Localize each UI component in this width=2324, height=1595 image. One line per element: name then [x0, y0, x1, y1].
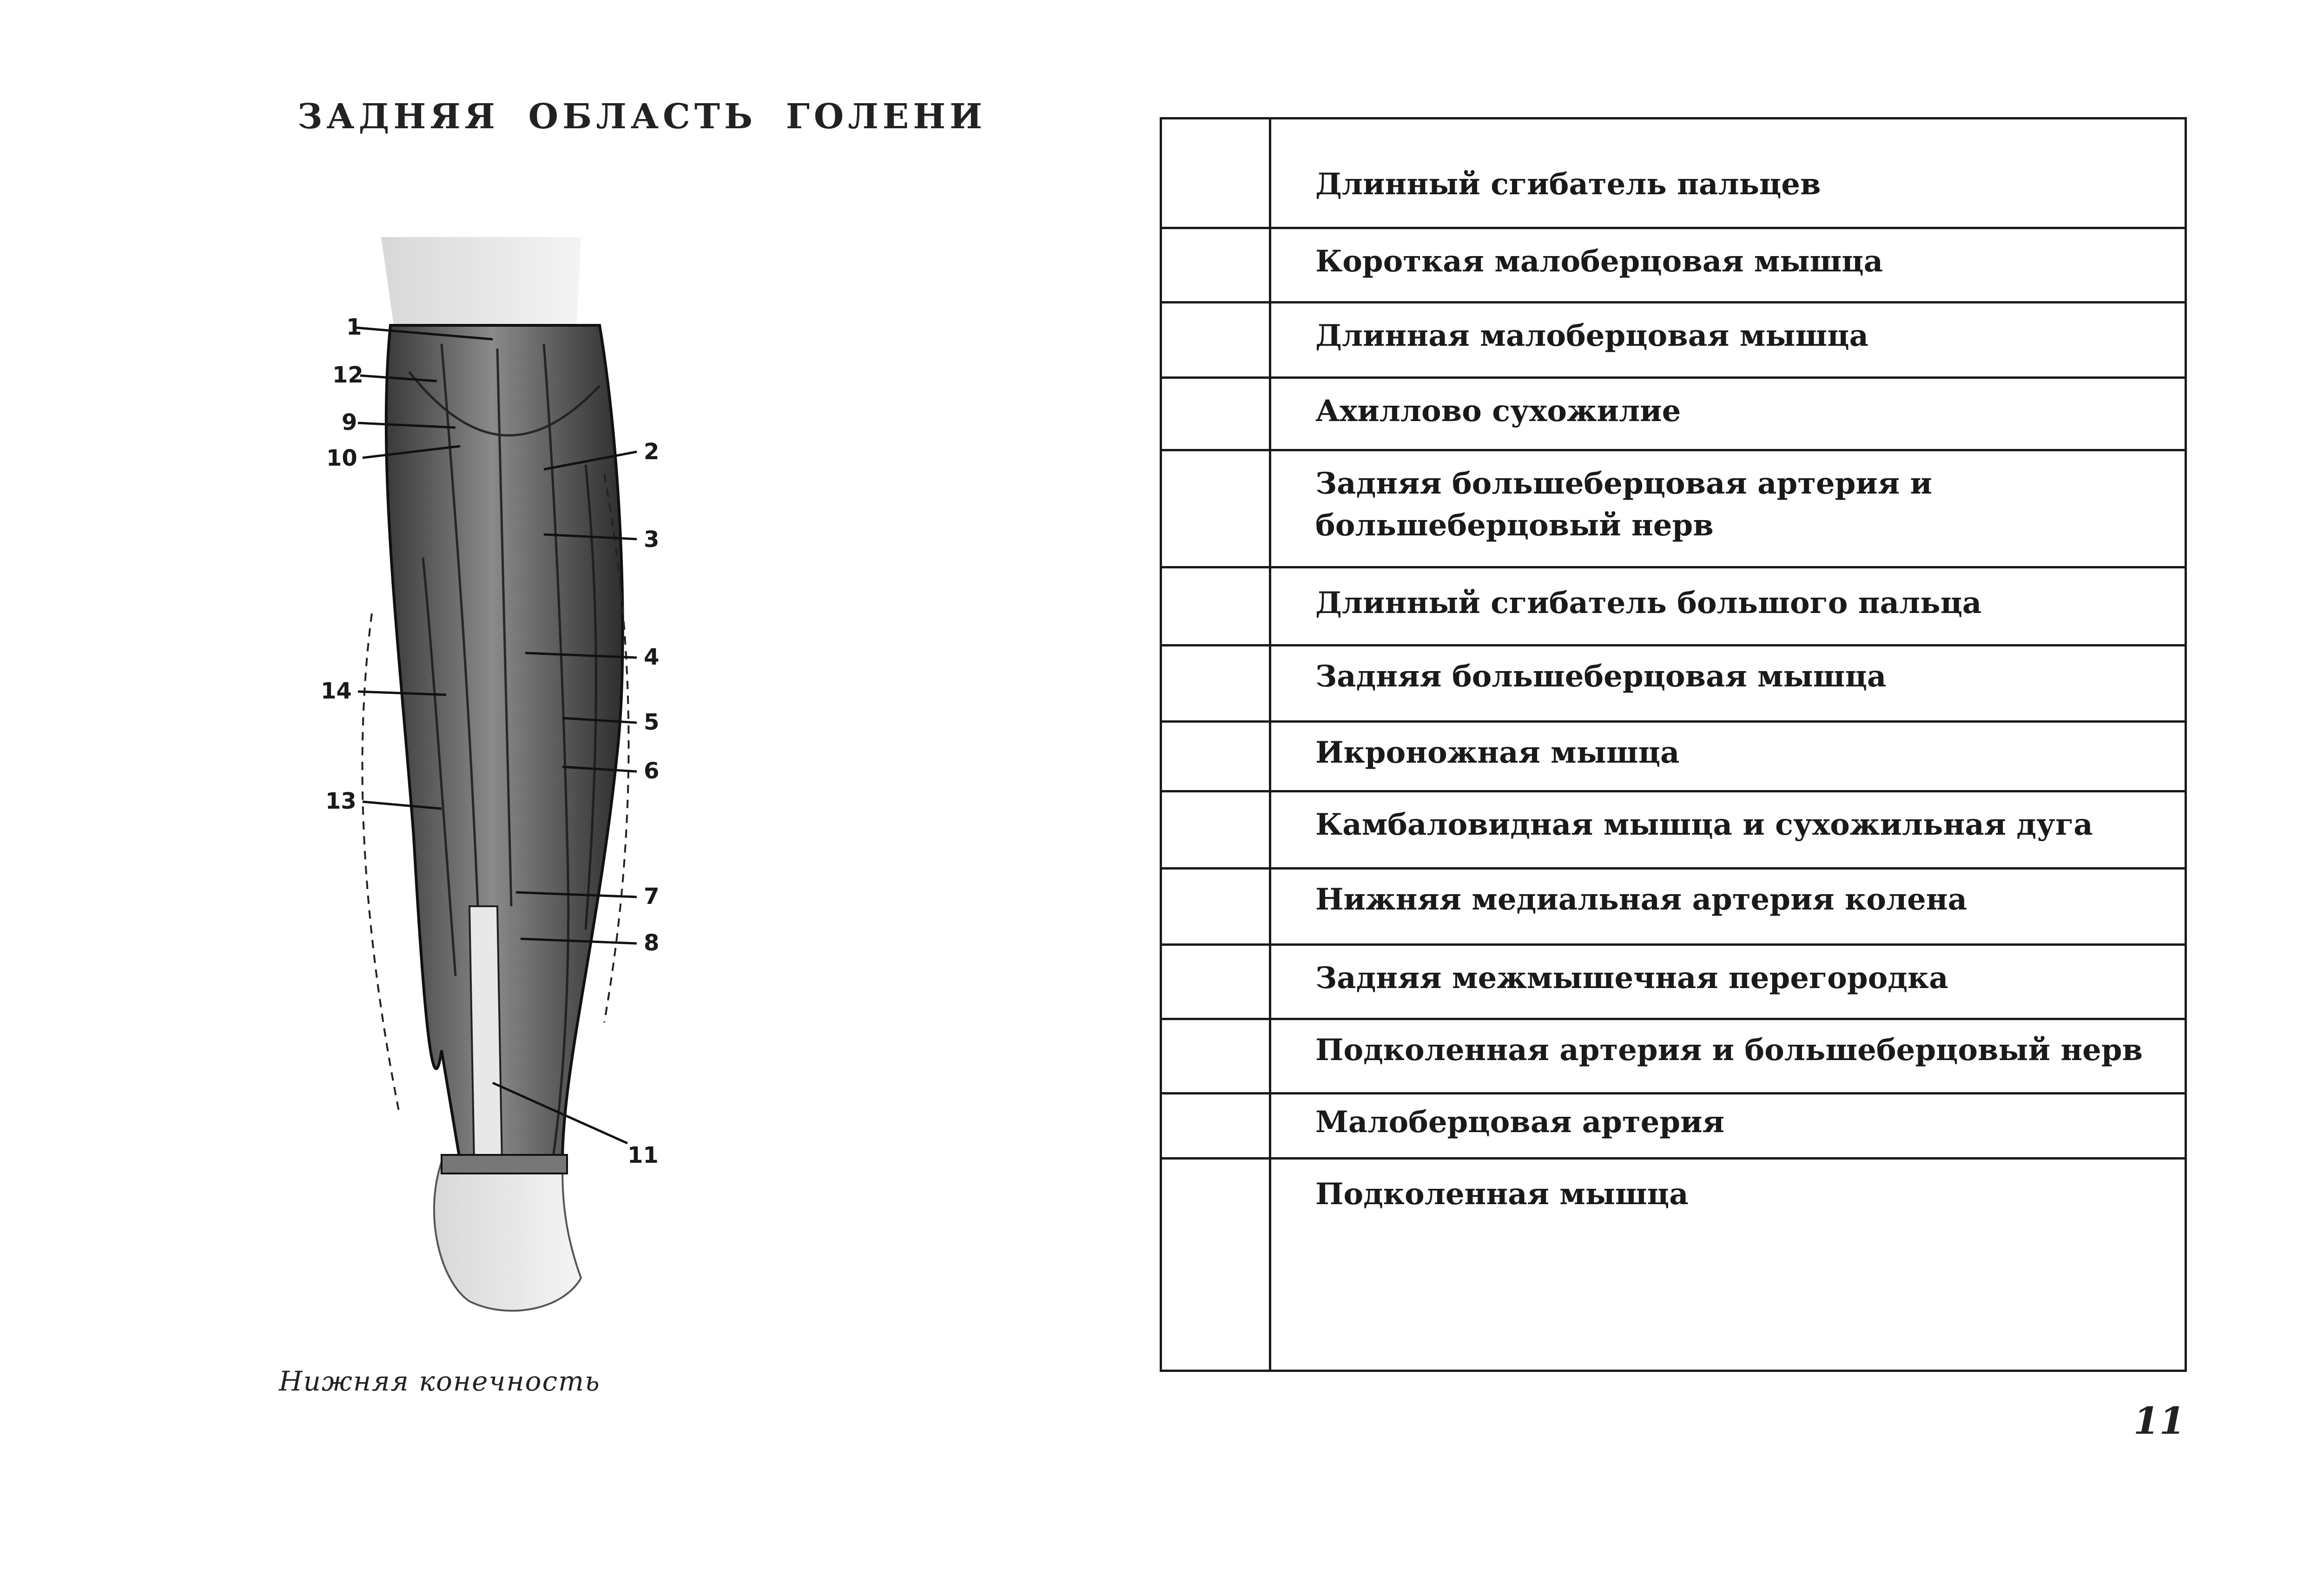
table-row [1162, 1020, 2185, 1094]
callout-6: 6 [644, 758, 660, 784]
callout-13: 13 [325, 788, 357, 814]
table-row-label: Икроножная мышца [1315, 735, 1680, 770]
figure-caption: Нижняя конечность [279, 1365, 601, 1397]
table-row [1162, 792, 2185, 870]
answer-table [1160, 117, 2187, 1372]
table-row [1162, 451, 2185, 568]
page-number: 11 [2133, 1399, 2185, 1443]
table-row-label: Задняя межмышечная перегородка [1315, 961, 1948, 995]
callout-8: 8 [644, 930, 660, 956]
table-row-label: Короткая малоберцовая мышца [1315, 244, 1883, 279]
table-row [1162, 723, 2185, 792]
heel-foot [434, 1162, 581, 1311]
table-row-label: Задняя большеберцовая артерия и большеберцовый нерв [1315, 466, 1932, 543]
table-row [1162, 379, 2185, 451]
achilles-tendon [469, 906, 502, 1162]
table-row-label: Длинный сгибатель пальцев [1315, 167, 1821, 202]
callout-11: 11 [627, 1142, 659, 1168]
table-row [1162, 229, 2185, 303]
table-row [1162, 946, 2185, 1020]
callout-14: 14 [321, 678, 352, 704]
leg-illustration [302, 232, 683, 1329]
page-title: ЗАДНЯЯ ОБЛАСТЬ ГОЛЕНИ [297, 97, 987, 137]
dashed-outline-left [363, 613, 400, 1115]
table-row-label: Нижняя медиальная артерия колена [1315, 882, 1967, 917]
table-row [1162, 303, 2185, 379]
table-row [1162, 119, 2185, 229]
callout-10: 10 [326, 445, 357, 471]
callout-9: 9 [342, 409, 357, 435]
table-row-label: Длинная малоберцовая мышца [1315, 318, 1868, 353]
table-row-label: Малоберцовая артерия [1315, 1105, 1724, 1140]
table-row [1162, 870, 2185, 946]
callout-4: 4 [644, 644, 660, 670]
callout-2: 2 [644, 439, 660, 465]
table-row [1162, 568, 2185, 646]
callout-12: 12 [332, 362, 363, 388]
callout-1: 1 [346, 314, 362, 340]
table-row-label: Подколенная артерия и большеберцовый нерв [1315, 1033, 2143, 1068]
callout-5: 5 [644, 709, 660, 735]
table-row-label: Задняя большеберцовая мышца [1315, 659, 1887, 694]
table-row [1162, 646, 2185, 723]
retinaculum-band [442, 1155, 567, 1173]
callout-3: 3 [644, 527, 660, 553]
table-row-label: Камбаловидная мышца и сухожильная дуга [1315, 807, 2093, 842]
table-row-label: Длинный сгибатель большого пальца [1315, 586, 1982, 620]
table-row [1162, 1160, 2185, 1370]
table-row-label: Ахиллово сухожилие [1315, 394, 1681, 428]
leg-drawing [302, 232, 683, 1329]
table-row [1162, 1094, 2185, 1160]
callout-7: 7 [644, 883, 660, 910]
thigh-skin [381, 237, 581, 335]
table-row-label: Подколенная мышца [1315, 1177, 1689, 1212]
